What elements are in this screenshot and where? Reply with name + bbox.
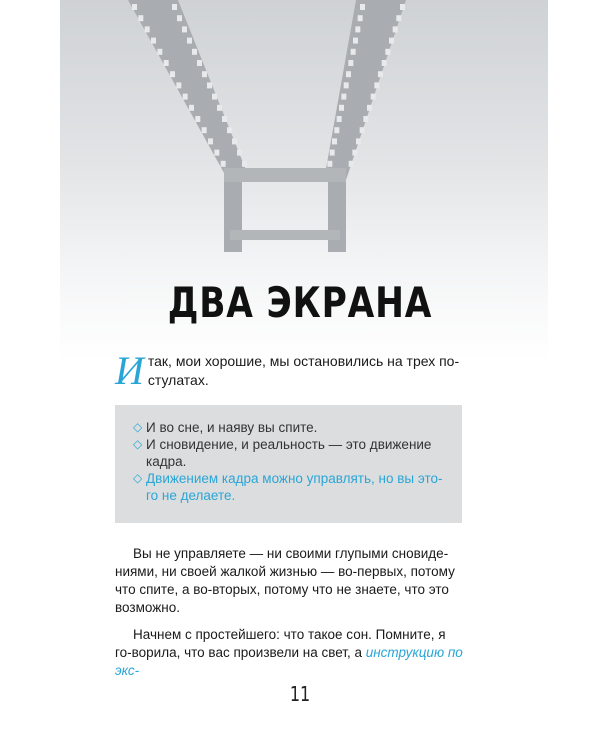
sprocket-hole [221, 161, 226, 167]
sprocket-hole [382, 60, 387, 66]
paragraph-text: Начнем с простейшего: что такое сон. Помните, я го-ворила, что вас произвели на свет, а [115, 627, 446, 660]
sprocket-hole [202, 71, 207, 77]
sprocket-hole [358, 15, 363, 21]
sprocket-hole [327, 161, 332, 167]
page-number: 11 [289, 682, 311, 706]
sprocket-hole [334, 127, 339, 133]
diamond-bullet-icon: ◇ [133, 471, 143, 485]
sprocket-hole [170, 71, 175, 77]
postulate-item [133, 419, 446, 436]
sprocket-hole [400, 4, 405, 10]
sprocket-hole [164, 60, 169, 66]
chapter-title: ДВА ЭКРАНА [167, 278, 433, 328]
sprocket-hole [352, 150, 357, 156]
sprocket-hole [360, 127, 365, 133]
sprocket-hole [374, 82, 379, 88]
sprocket-hole [212, 94, 217, 100]
sprocket-hole [339, 105, 344, 111]
diamond-bullet-icon: ◇ [133, 420, 143, 434]
sprocket-hole [351, 49, 356, 55]
film-strip-bottom [224, 168, 346, 240]
intro-text: так, мои хорошие, мы остановились на трех по-стулатах. [147, 353, 460, 388]
drop-cap: И [115, 348, 144, 393]
sprocket-hole [177, 15, 182, 21]
instruction-link[interactable]: инструкцию по экс- [115, 645, 463, 678]
sprocket-hole [360, 4, 365, 10]
sprocket-hole [232, 138, 237, 144]
postulates-list [115, 405, 462, 504]
postulate-item [133, 436, 446, 470]
sprocket-hole [349, 161, 354, 167]
sprocket-hole [355, 26, 360, 32]
sprocket-hole [172, 4, 177, 10]
sprocket-hole [353, 38, 358, 44]
sprocket-hole [187, 38, 192, 44]
sprocket-hole [138, 15, 143, 21]
postulate-text: И во сне, и наяву вы спите. [146, 420, 318, 435]
sprocket-hole [145, 26, 150, 32]
diamond-bullet-icon: ◇ [133, 437, 143, 451]
film-strip-illustration [60, 0, 548, 260]
postulates-box [115, 405, 462, 523]
sprocket-hole [183, 94, 188, 100]
sprocket-hole [132, 4, 137, 10]
sprocket-hole [207, 82, 212, 88]
sprocket-hole [237, 150, 242, 156]
sprocket-hole [208, 138, 213, 144]
intro-paragraph [115, 348, 465, 393]
sprocket-hole [385, 49, 390, 55]
sprocket-hole [197, 60, 202, 66]
sprocket-hole [341, 94, 346, 100]
sprocket-hole [192, 49, 197, 55]
sprocket-hole [214, 150, 219, 156]
sprocket-hole [330, 150, 335, 156]
sprocket-hole [182, 26, 187, 32]
sprocket-hole [344, 82, 349, 88]
sprocket-hole [363, 116, 368, 122]
sprocket-hole [195, 116, 200, 122]
body-paragraph-1 [115, 545, 465, 617]
paragraph-text: Вы не управляете — ни своими глупыми сновиде-ниями, ни своей жалкой жизнью — во-первых, потому что спите, а во-вторых, потому что не знаете, что это возможно. [115, 546, 455, 615]
sprocket-hole [356, 138, 361, 144]
sprocket-hole [242, 161, 247, 167]
sprocket-hole [346, 71, 351, 77]
postulate-text: Движением кадра можно управлять, но вы это-го не делаете. [146, 471, 443, 503]
sprocket-hole [176, 82, 181, 88]
sprocket-hole [348, 60, 353, 66]
sprocket-hole [393, 26, 398, 32]
sprocket-hole [222, 116, 227, 122]
body-paragraph-2 [115, 626, 465, 680]
sprocket-hole [202, 127, 207, 133]
sprocket-hole [217, 105, 222, 111]
sprocket-hole [151, 38, 156, 44]
sprocket-hole [396, 15, 401, 21]
sprocket-hole [367, 105, 372, 111]
sprocket-hole [389, 38, 394, 44]
sprocket-hole [189, 105, 194, 111]
sprocket-hole [157, 49, 162, 55]
sprocket-hole [371, 94, 376, 100]
postulate-item [133, 470, 446, 504]
sprocket-hole [227, 127, 232, 133]
sprocket-hole [337, 116, 342, 122]
sprocket-hole [378, 71, 383, 77]
sprocket-hole [332, 138, 337, 144]
postulate-text: И сновидение, и реальность — это движение кадра. [146, 437, 432, 469]
